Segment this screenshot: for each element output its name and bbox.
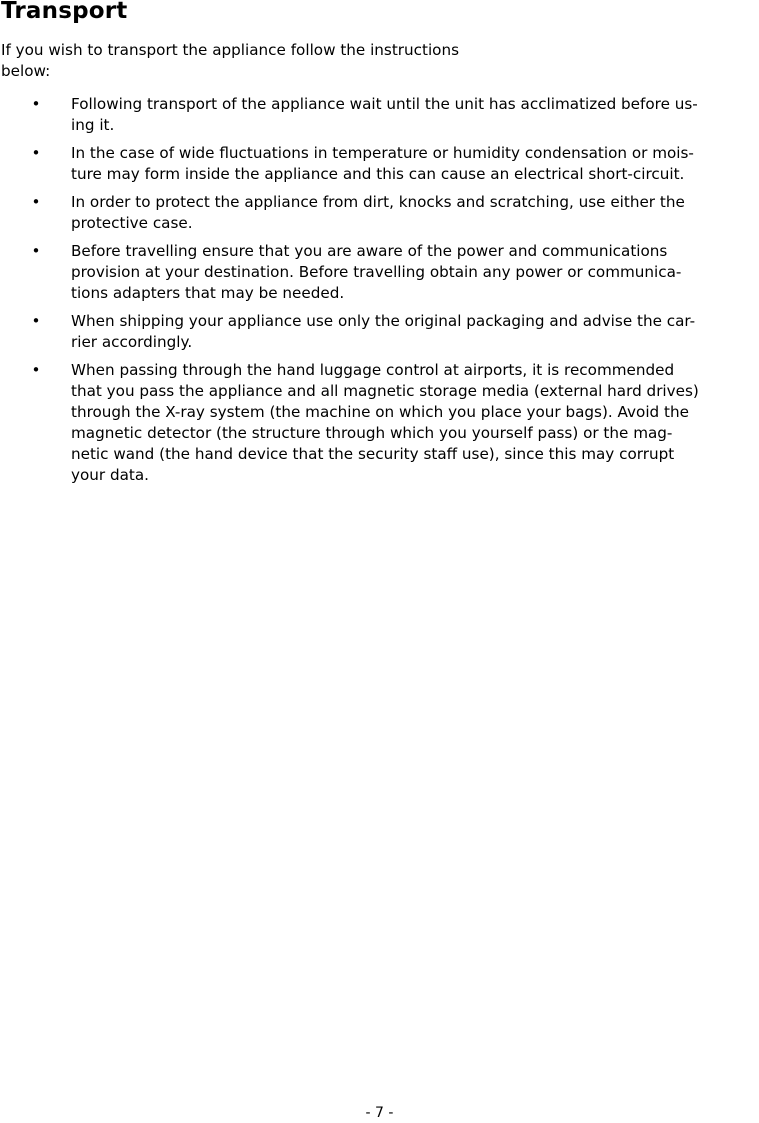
text-line: ture may form inside the appliance and this can cause an electrical short-circuit. <box>71 165 685 183</box>
text-line: provision at your destination. Before travelling obtain any power or communica- <box>71 263 682 281</box>
text-line: Before travelling ensure that you are aware of the power and communications <box>71 242 668 260</box>
text-line: ing it. <box>71 116 115 134</box>
text-line: through the X-ray system (the machine on which you place your bags). Avoid the <box>71 403 689 421</box>
text-line: When shipping your appliance use only the original packaging and advise the car- <box>71 312 696 330</box>
text-line: that you pass the appliance and all magnetic storage media (external hard drives) <box>71 382 699 400</box>
bullet-icon: • <box>31 193 41 211</box>
text-line: In the case of wide fluctuations in temperature or humidity condensation or mois- <box>71 144 694 162</box>
list-item-text <box>71 241 759 304</box>
bullet-icon: • <box>31 312 41 330</box>
intro-paragraph <box>1 40 521 82</box>
list-item <box>0 192 759 234</box>
bullet-icon: • <box>31 144 41 162</box>
list-item-text <box>71 311 759 353</box>
text-line: Following transport of the appliance wait until the unit has acclimatized before us- <box>71 95 698 113</box>
list-item-text <box>71 360 759 486</box>
list-item <box>0 311 759 353</box>
text-line: tions adapters that may be needed. <box>71 284 345 302</box>
text-line: In order to protect the appliance from dirt, knocks and scratching, use either the <box>71 193 685 211</box>
list-item-text <box>71 192 759 234</box>
text-line: magnetic detector (the structure through which you yourself pass) or the mag- <box>71 424 673 442</box>
text-line: rier accordingly. <box>71 333 193 351</box>
bullet-icon: • <box>31 242 41 260</box>
text-line: protective case. <box>71 214 193 232</box>
list-item <box>0 94 759 136</box>
list-item-text <box>71 143 759 185</box>
page-number: - 7 - <box>365 1105 394 1121</box>
list-item-text <box>71 94 759 136</box>
intro-line: below: <box>1 62 51 80</box>
text-line: When passing through the hand luggage control at airports, it is recommended <box>71 361 675 379</box>
bullet-icon: • <box>31 95 41 113</box>
instruction-list <box>0 94 759 493</box>
text-line: your data. <box>71 466 150 484</box>
list-item <box>0 360 759 486</box>
bullet-icon: • <box>31 361 41 379</box>
list-item <box>0 143 759 185</box>
intro-line: If you wish to transport the appliance follow the instructions <box>1 41 460 59</box>
page-title: Transport <box>1 0 128 24</box>
list-item <box>0 241 759 304</box>
text-line: netic wand (the hand device that the security staff use), since this may corrupt <box>71 445 675 463</box>
